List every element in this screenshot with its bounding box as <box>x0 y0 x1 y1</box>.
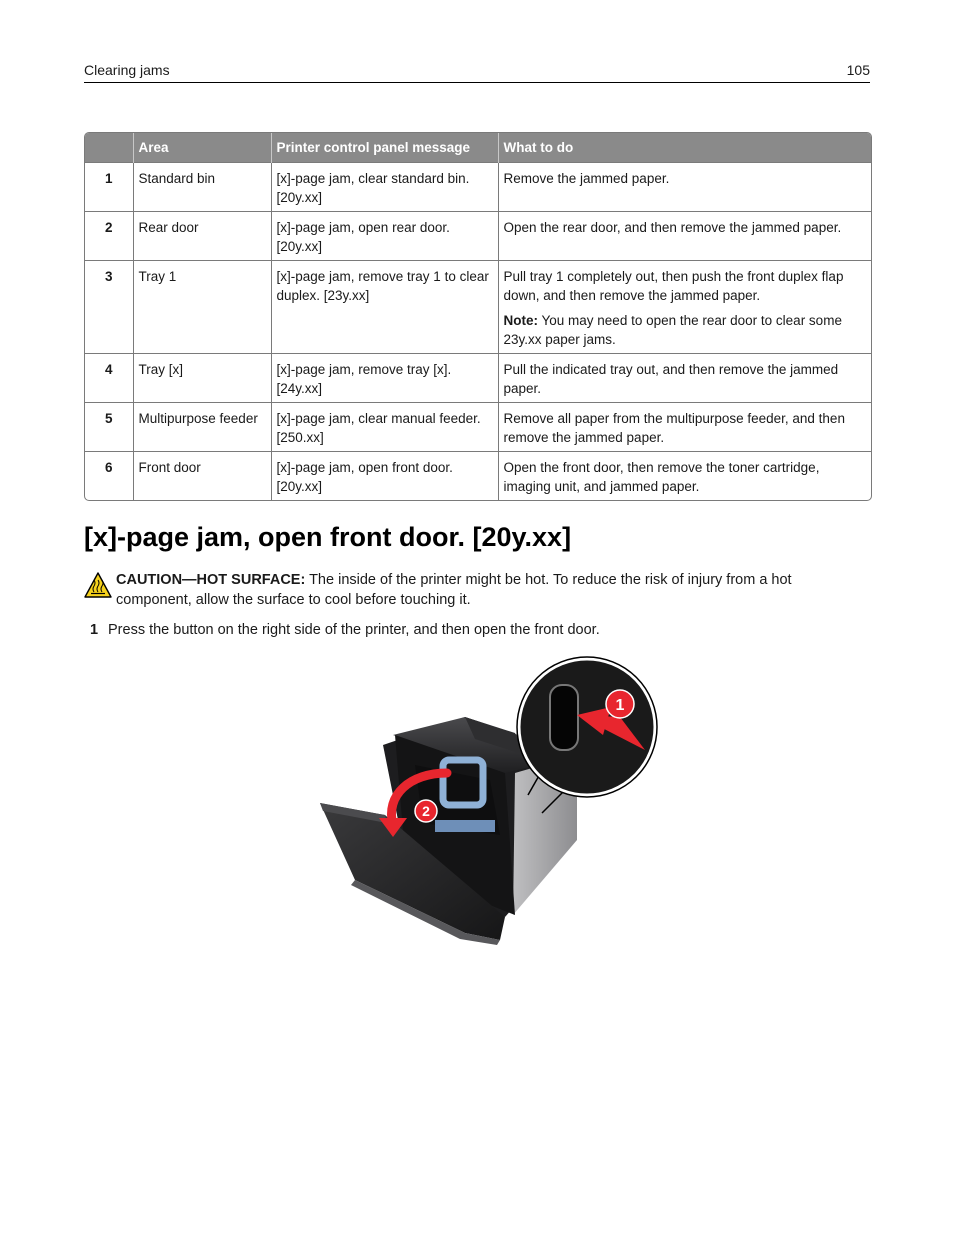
step-item <box>90 620 600 640</box>
row-what-to-do <box>498 452 871 501</box>
row-what-to-do <box>498 212 871 261</box>
table-row <box>85 261 871 354</box>
row-area: Multipurpose feeder <box>133 403 271 452</box>
row-area: Tray [x] <box>133 354 271 403</box>
column-header-number <box>85 133 133 163</box>
row-number: 2 <box>85 212 133 261</box>
printer-front-door-illustration <box>315 655 660 955</box>
side-button <box>550 685 578 750</box>
page-number: 105 <box>846 62 870 78</box>
note-label: Note: <box>503 313 538 328</box>
column-header-message: Printer control panel message <box>271 133 498 163</box>
table-row <box>85 452 871 501</box>
button-zoom-inset <box>517 657 657 797</box>
column-header-area: Area <box>133 133 271 163</box>
row-what-to-do <box>498 261 871 354</box>
row-message: [x]-page jam, open rear door. [20y.xx] <box>271 212 498 261</box>
todo-text: Pull the indicated tray out, and then remove the jammed paper. <box>503 362 839 396</box>
page-header <box>84 60 870 83</box>
caution-label: CAUTION—HOT SURFACE: <box>116 572 306 588</box>
caution-text <box>116 570 856 610</box>
row-area: Standard bin <box>133 163 271 212</box>
table-row <box>85 403 871 452</box>
todo-text: Open the front door, then remove the toner cartridge, imaging unit, and jammed paper. <box>503 460 820 494</box>
todo-text: Pull tray 1 completely out, then push the front duplex flap down, and then remove the jammed paper. <box>503 269 844 303</box>
row-number: 5 <box>85 403 133 452</box>
column-header-what-to-do: What to do <box>498 133 871 163</box>
step-number: 1 <box>90 622 99 638</box>
jam-area-table <box>84 132 872 501</box>
table-row <box>85 212 871 261</box>
row-number: 4 <box>85 354 133 403</box>
row-number: 3 <box>85 261 133 354</box>
callout-2-badge <box>415 800 437 822</box>
callout-1-label: 1 <box>615 697 625 714</box>
row-message: [x]-page jam, clear manual feeder. [250.xx] <box>271 403 498 452</box>
row-area: Front door <box>133 452 271 501</box>
todo-text: Open the rear door, and then remove the jammed paper. <box>503 220 842 235</box>
section-title: [x]-page jam, open front door. [20y.xx] <box>84 522 572 552</box>
callout-1-badge <box>606 690 634 718</box>
row-area: Tray 1 <box>133 261 271 354</box>
row-number: 6 <box>85 452 133 501</box>
row-what-to-do <box>498 354 871 403</box>
step-text: Press the button on the right side of the printer, and then open the front door. <box>108 622 600 638</box>
row-number: 1 <box>85 163 133 212</box>
table-row <box>85 354 871 403</box>
row-area: Rear door <box>133 212 271 261</box>
row-what-to-do <box>498 403 871 452</box>
table-header-row <box>85 133 871 163</box>
hot-surface-warning-icon <box>84 572 112 598</box>
callout-2-label: 2 <box>422 803 430 819</box>
todo-text: Remove all paper from the multipurpose feeder, and then remove the jammed paper. <box>503 411 845 445</box>
table-row <box>85 163 871 212</box>
note-paragraph <box>504 311 867 349</box>
row-message: [x]-page jam, remove tray [x]. [24y.xx] <box>271 354 498 403</box>
note-text: You may need to open the rear door to clear some 23y.xx paper jams. <box>503 313 842 347</box>
row-message: [x]-page jam, remove tray 1 to clear duplex. [23y.xx] <box>271 261 498 354</box>
todo-text: Remove the jammed paper. <box>503 171 670 186</box>
row-message: [x]-page jam, open front door. [20y.xx] <box>271 452 498 501</box>
caution-body: The inside of the printer might be hot. To reduce the risk of injury from a hot component, allow the surface to cool before touching it. <box>116 572 792 608</box>
section-header-title: Clearing jams <box>84 62 170 78</box>
row-what-to-do <box>498 163 871 212</box>
row-message: [x]-page jam, clear standard bin. [20y.xx] <box>271 163 498 212</box>
